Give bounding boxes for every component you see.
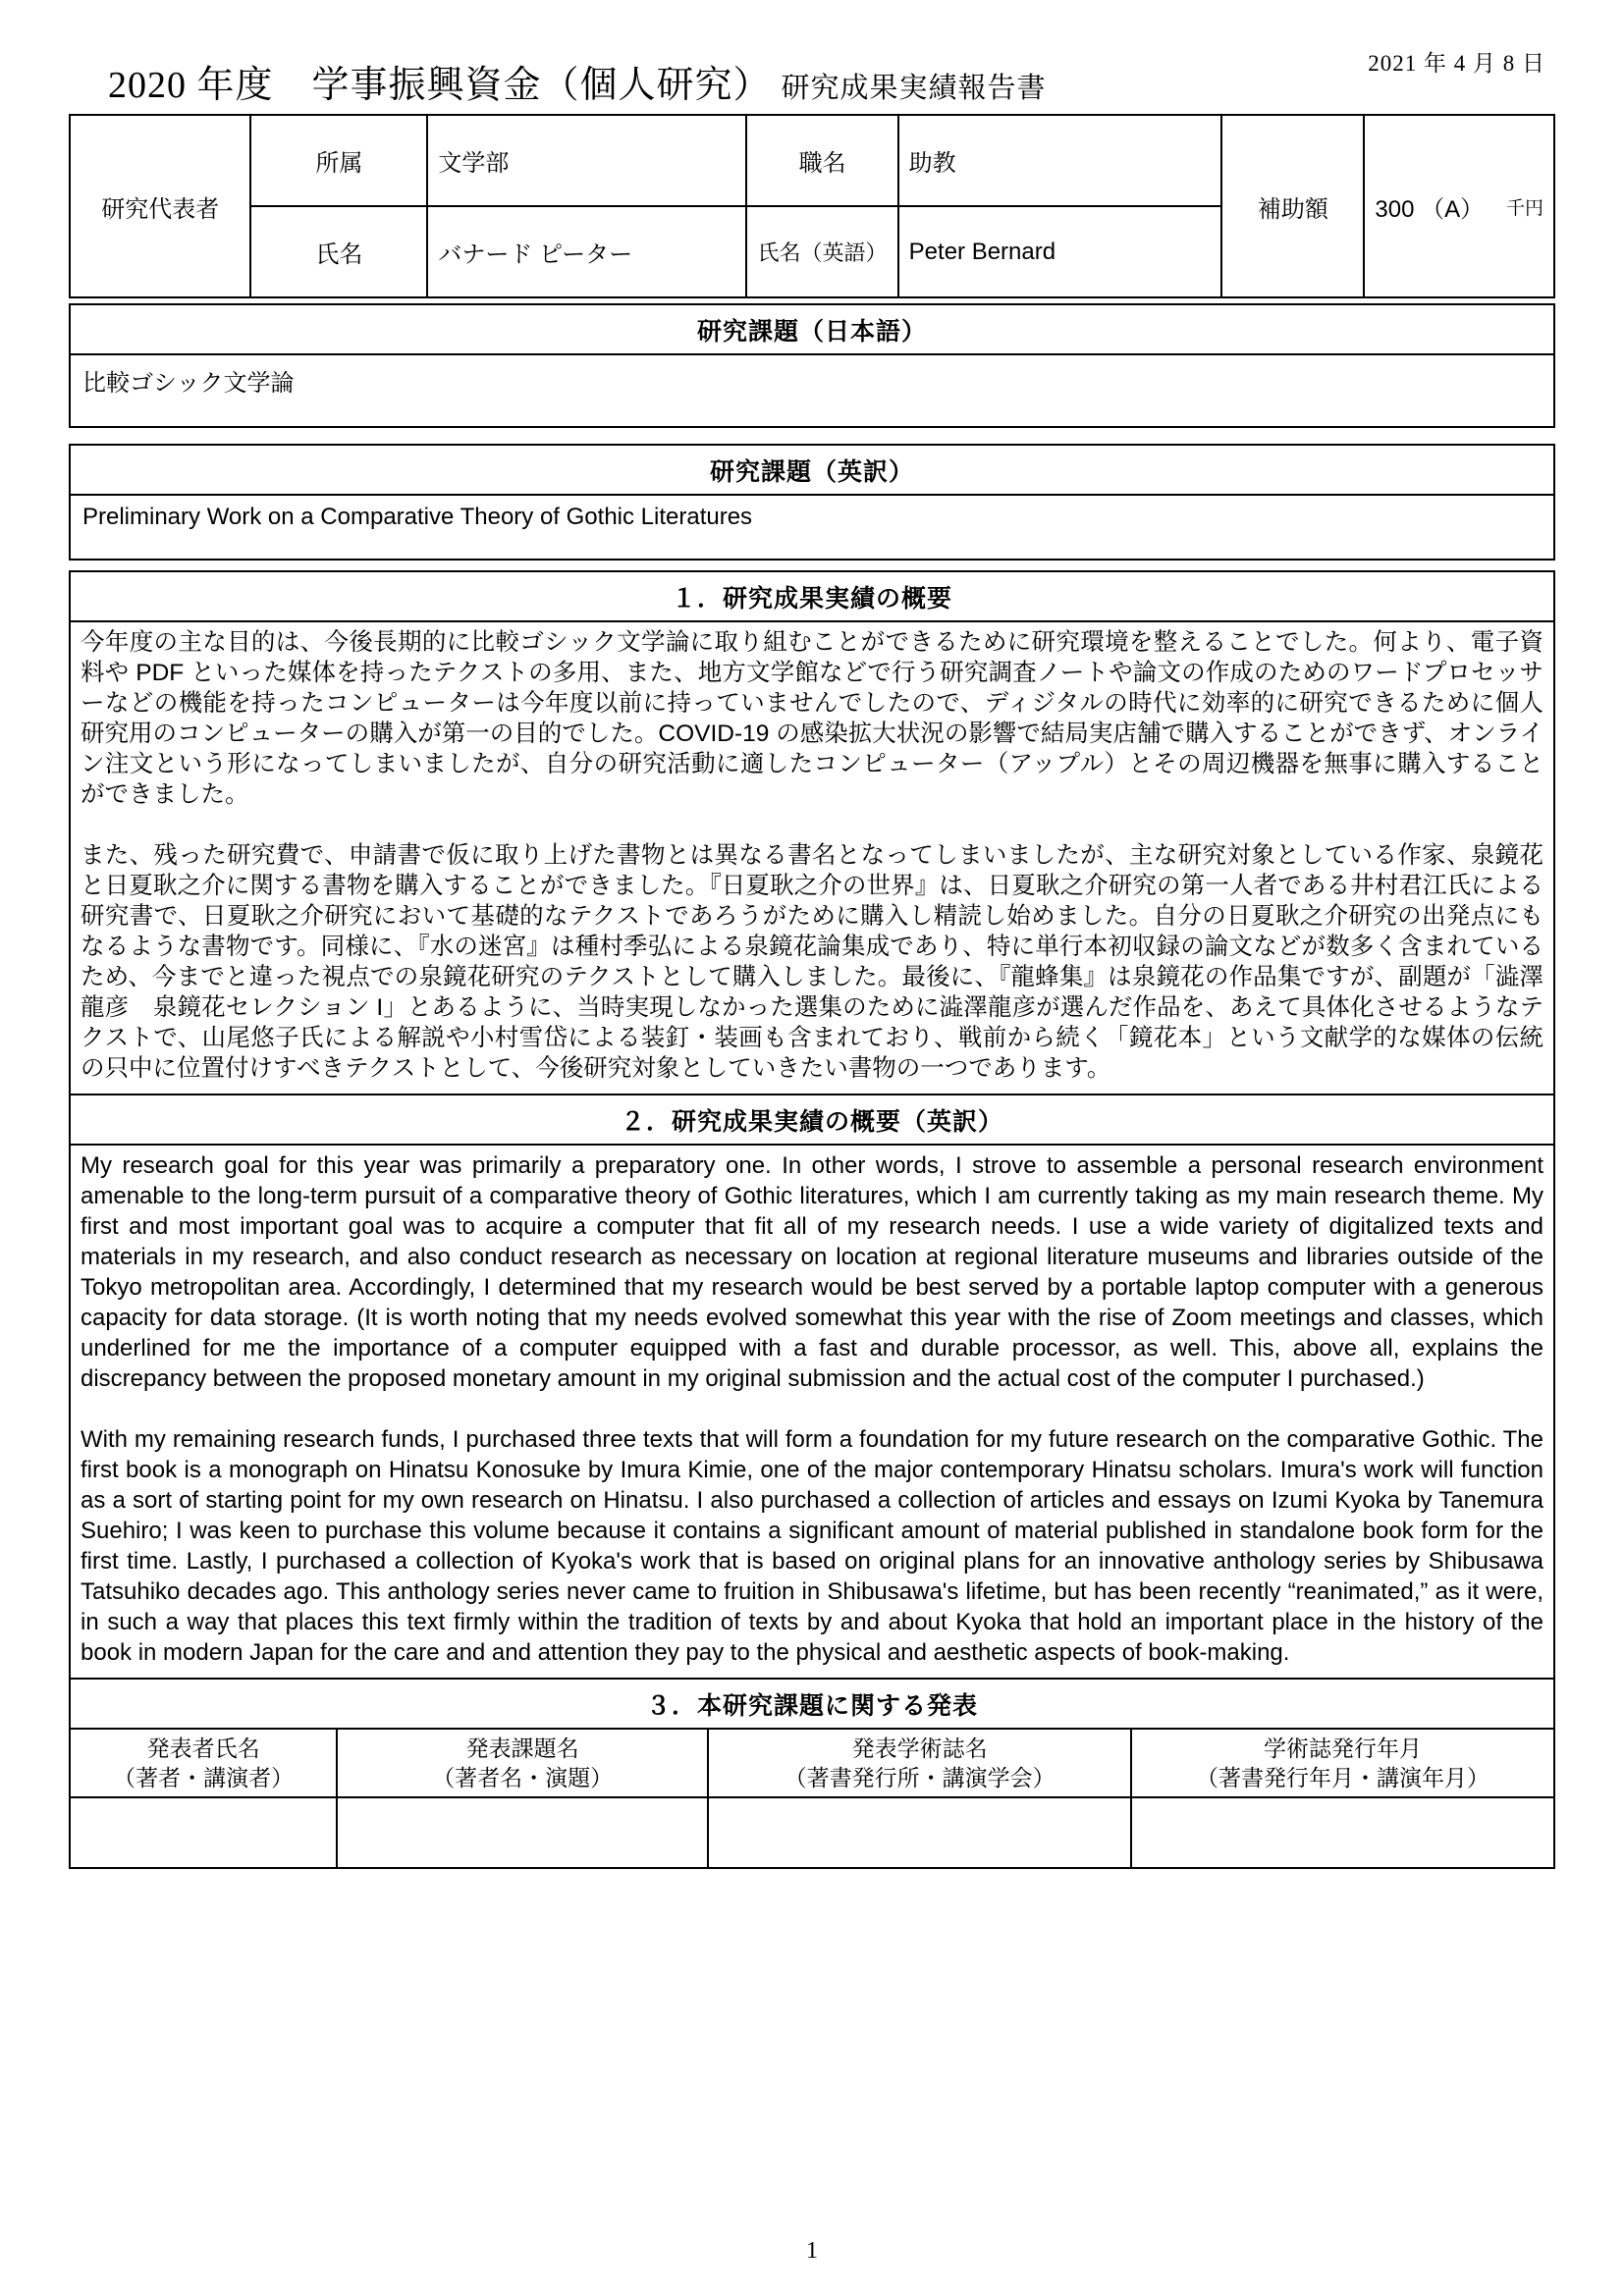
summary-en-paragraph-1: My research goal for this year was primarily a preparatory one. In other words, I strove to assemble a personal research environment amenable to the long-term pursuit of a comparative theory of Gothic literatures, which I am currently taking as my main research theme. My first and most important goal was to acquire a computer that fit all of my research needs. I use a wide variety of digitalized texts and materials in my research, and also conduct research as necessary on location at regional literature museums and libraries outside of the Tokyo metropolitan area. Accordingly, I determined that my research would be best served by a portable laptop computer with a generous capacity for data storage. (It is worth noting that my needs evolved somewhat this year with the rise of Zoom meetings and classes, which underlined for me the importance of a computer equipped with a fast and durable processor, as well. This, above all, explains the discrepancy between the proposed monetary amount in my original submission and the actual cost of the computer I purchased.) bbox=[81, 1152, 1543, 1392]
topic-en-header: 研究課題（英訳） bbox=[71, 446, 1553, 496]
pub-empty-cell-4 bbox=[1131, 1797, 1554, 1868]
position-label: 職名 bbox=[746, 115, 897, 206]
report-subtitle: 研究成果実績報告書 bbox=[781, 73, 1047, 104]
pub-col-journal bbox=[708, 1729, 1131, 1797]
summary-ja-paragraph-2: また、残った研究費で、申請書で仮に取り上げた書物とは異なる書名となってしまいましたが、主な研究対象としている作家、泉鏡花と日夏耿之介に関する書物を購入することができました。『日夏耿之介の世界』は、日夏耿之介研究の第一人者である井村君江氏による研究書で、日夏耿之介研究において基礎的なテクストであろうがために購入し精読し始めました。自分の日夏耿之介研究の出発点にもなるような書物です。同様に、『水の迷宮』は種村季弘による泉鏡花論集成であり、特に単行本初収録の論文などが数多く含まれているため、今までと違った視点での泉鏡花研究のテクストとして購入しました。最後に、『龍蜂集』は泉鏡花の作品集ですが、副題が「澁澤龍彦 泉鏡花セレクション I」とあるように、当時実現しなかった選集のために澁澤龍彦が選んだ作品を、あえて具体化させるようなテクストで、山尾悠子氏による解説や小村雪岱による装釘・装画も含まれており、戦前から続く「鏡花本」という文献学的な媒体の伝統の只中に位置付けすべきテクストとして、今後研究対象としていきたい書物の一つであります。 bbox=[81, 842, 1543, 1082]
info-row-1 bbox=[70, 115, 1554, 206]
doc-header bbox=[69, 45, 1555, 108]
pub-col-title-line1: 発表課題名 bbox=[465, 1735, 579, 1761]
subsidy-amount: 300 （A） bbox=[1375, 195, 1485, 223]
topic-ja-section bbox=[69, 303, 1555, 428]
subsidy-value-cell bbox=[1364, 115, 1554, 297]
presentations-table bbox=[69, 1728, 1555, 1869]
topic-ja-value: 比較ゴシック文学論 bbox=[82, 370, 295, 397]
summary-en-paragraph-2: With my remaining research funds, I purchased three texts that will form a foundation for my future research on the comparative Gothic. The first book is a monograph on Hinatsu Konosuke by Imura Kimie, one of the major contemporary Hinatsu scholars. Imura's work will function as a sort of starting point for my own research on Hinatsu. I also purchased a collection of articles and essays on Izumi Kyoka by Tanemura Suehiro; I was keen to purchase this volume because it contains a significant amount of material published in standalone book form for the first time. Lastly, I purchased a collection of Kyoka's work that is based on original plans for an innovative anthology series by Shibusawa Tatsuhiko decades ago. This anthology series never came to fruition in Shibusawa's lifetime, but has been recently “reanimated,” as it were, in such a way that places this text firmly within the tradition of texts by and about Kyoka that hold an important place in the history of the book in modern Japan for the care and and attention they pay to the physical and aesthetic aspects of book-making. bbox=[81, 1426, 1543, 1666]
page-number: 1 bbox=[806, 2238, 818, 2264]
section-summary-ja bbox=[69, 570, 1555, 1095]
name-value: バナード ピーター bbox=[427, 206, 746, 297]
pub-col-date-line2: （著書発行年月・講演年月） bbox=[1196, 1765, 1490, 1790]
pub-col-presenter bbox=[70, 1729, 337, 1797]
affiliation-label: 所属 bbox=[250, 115, 427, 206]
topic-en-value: Preliminary Work on a Comparative Theory of Gothic Literatures bbox=[82, 504, 753, 530]
position-value: 助教 bbox=[898, 115, 1222, 206]
subsidy-unit: 千円 bbox=[1505, 197, 1543, 219]
section2-header: ２．研究成果実績の概要（英訳） bbox=[71, 1095, 1553, 1146]
pub-empty-cell-3 bbox=[708, 1797, 1131, 1868]
researcher-info-table bbox=[69, 114, 1555, 298]
pub-col-title-line2: （著者名・演題） bbox=[432, 1765, 614, 1790]
report-title: 2020 年度 学事振興資金（個人研究） bbox=[108, 65, 772, 106]
report-title-block bbox=[108, 54, 1047, 108]
summary-ja-paragraph-1: 今年度の主な目的は、今後長期的に比較ゴシック文学論に取り組むことができるために研究環境を整えることでした。何より、電子資料や PDF といった媒体を持ったテクストの多用、また、地方文学館などで行う研究調査ノートや論文の作成のためのワードプロセッサーなどの機能を持ったコンピューターは今年度以前に持っていませんでしたので、ディジタルの時代に効率的に研究できるために個人研究用のコンピューターの購入が第一の目的でした。COVID-19 の感染拡大状況の影響で結局実店舗で購入することができず、オンライン注文という形になってしまいましたが、自分の研究活動に適したコンピューター（アップル）とその周辺機器を無事に購入することができました。 bbox=[81, 629, 1543, 808]
pub-col-journal-line1: 発表学術誌名 bbox=[851, 1735, 988, 1761]
presentations-header-row bbox=[70, 1729, 1554, 1797]
representative-label: 研究代表者 bbox=[70, 115, 250, 297]
pub-col-date-line1: 学術誌発行年月 bbox=[1264, 1735, 1423, 1761]
section-summary-en bbox=[69, 1095, 1555, 1680]
pub-empty-cell-1 bbox=[70, 1797, 337, 1868]
name-en-label: 氏名（英語） bbox=[746, 206, 897, 297]
pub-empty-cell-2 bbox=[337, 1797, 708, 1868]
topic-ja-header: 研究課題（日本語） bbox=[71, 305, 1553, 355]
affiliation-value: 文学部 bbox=[427, 115, 746, 206]
name-en-value: Peter Bernard bbox=[898, 206, 1222, 297]
pub-col-presenter-line2: （著者・講演者） bbox=[113, 1765, 295, 1790]
topic-en-section bbox=[69, 444, 1555, 561]
section1-header: １．研究成果実績の概要 bbox=[71, 572, 1553, 622]
pub-col-title bbox=[337, 1729, 708, 1797]
section3-header: ３．本研究課題に関する発表 bbox=[69, 1680, 1555, 1730]
report-date: 2021 年 4 月 8 日 bbox=[1368, 51, 1545, 76]
presentations-empty-row bbox=[70, 1797, 1554, 1868]
section1-text bbox=[71, 622, 1553, 1094]
name-label: 氏名 bbox=[250, 206, 427, 297]
pub-col-presenter-line1: 発表者氏名 bbox=[146, 1735, 260, 1761]
section2-text bbox=[71, 1146, 1553, 1678]
subsidy-label: 補助額 bbox=[1221, 115, 1364, 297]
pub-col-date bbox=[1131, 1729, 1554, 1797]
pub-col-journal-line2: （著書発行所・講演学会） bbox=[784, 1765, 1056, 1790]
